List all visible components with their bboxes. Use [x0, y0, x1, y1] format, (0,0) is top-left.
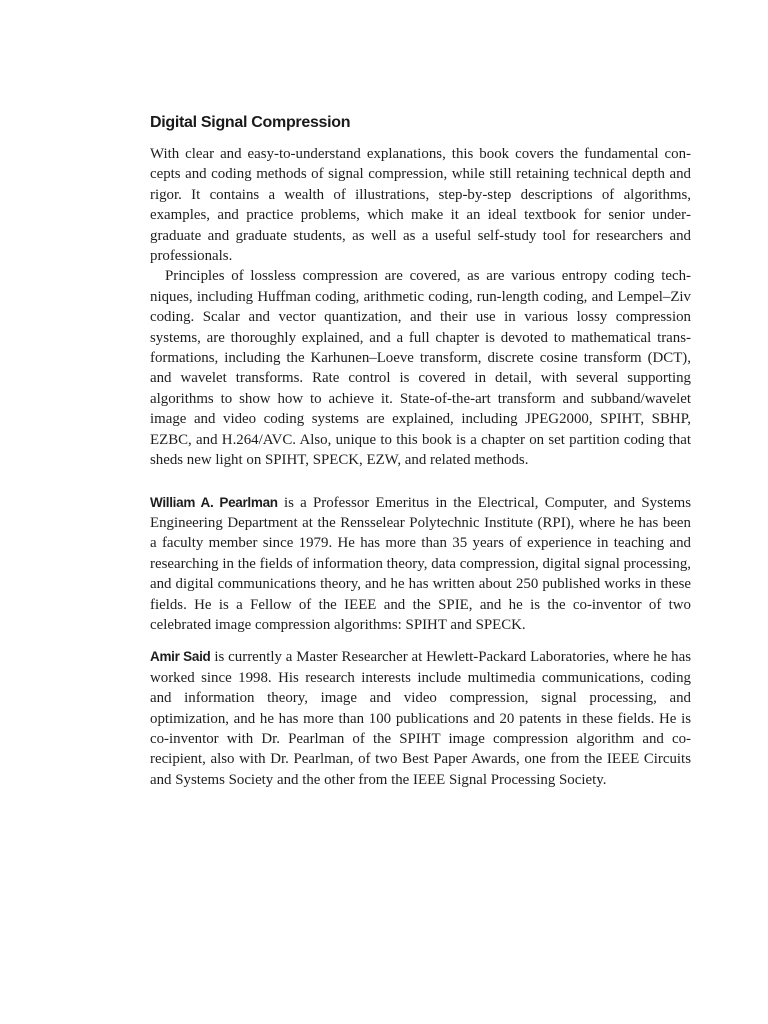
author-bio-text: is currently a Master Researcher at Hewlett-Packard Laboratories, where he has worked since 1998. His research interests include multimedia communications, coding and information theory, image and video compression, signal processing, and optimization, and he has more than 100 publications and 20 patents in these fields. He is co-inventor with Dr. Pearlman of the SPIHT image compression algorithm and co-recipient, also with Dr. Pearlman, of two Best Paper Awards, one from the IEEE Circuits and Systems Society and the other from the IEEE Signal Processing Society. — [150, 649, 691, 788]
description-paragraph: With clear and easy-to-understand explanations, this book covers the fundamental concepts and coding methods of signal compression, while still retaining technical depth and rigor. It contains a wealth of illustrations, step-by-step descriptions of algorithms, examples, and practice problems, which make it an ideal textbook for senior undergraduate and graduate students, as well as a useful self-study tool for researchers and professionals. — [150, 146, 691, 265]
book-title: Digital Signal Compression — [150, 114, 351, 131]
page-content — [150, 112, 691, 790]
description-paragraph: Principles of lossless compression are covered, as are various entropy coding techniques, including Huffman coding, arithmetic coding, run-length coding, and Lempel–Ziv coding. Scalar and vector quantization, and their use in various lossy compression systems, are thoroughly explained, and a full chapter is devoted to mathematical transformations, including the Karhunen–Loeve transform, discrete cosine transform (DCT), and wavelet transforms. Rate control is covered in detail, with several supporting algorithms to show how to achieve it. State-of-the-art transform and subband/wavelet image and video coding systems are explained, including JPEG2000, SPIHT, SBHP, EZBC, and H.264/AVC. Also, unique to this book is a chapter on set partition coding that sheds new light on SPIHT, SPECK, EZW, and related methods. — [150, 268, 691, 469]
author-bio-text: is a Professor Emeritus in the Electrical, Computer, and Systems Engineering Department at the Rensselear Polytechnic Institute (RPI), where he has been a faculty member since 1979. He has more than 35 years of experience in teaching and researching in the fields of information theory, data compression, digital signal processing, and digital communications theory, and he has written about 250 published works in these fields. He is a Fellow of the IEEE and the SPIE, and he is the co-inventor of two celebrated image compression algorithms: SPIHT and SPECK. — [150, 494, 691, 633]
author-bio — [150, 647, 691, 790]
author-bio — [150, 493, 691, 636]
author-name: William A. Pearlman — [150, 494, 278, 510]
author-name: Amir Said — [150, 649, 211, 665]
